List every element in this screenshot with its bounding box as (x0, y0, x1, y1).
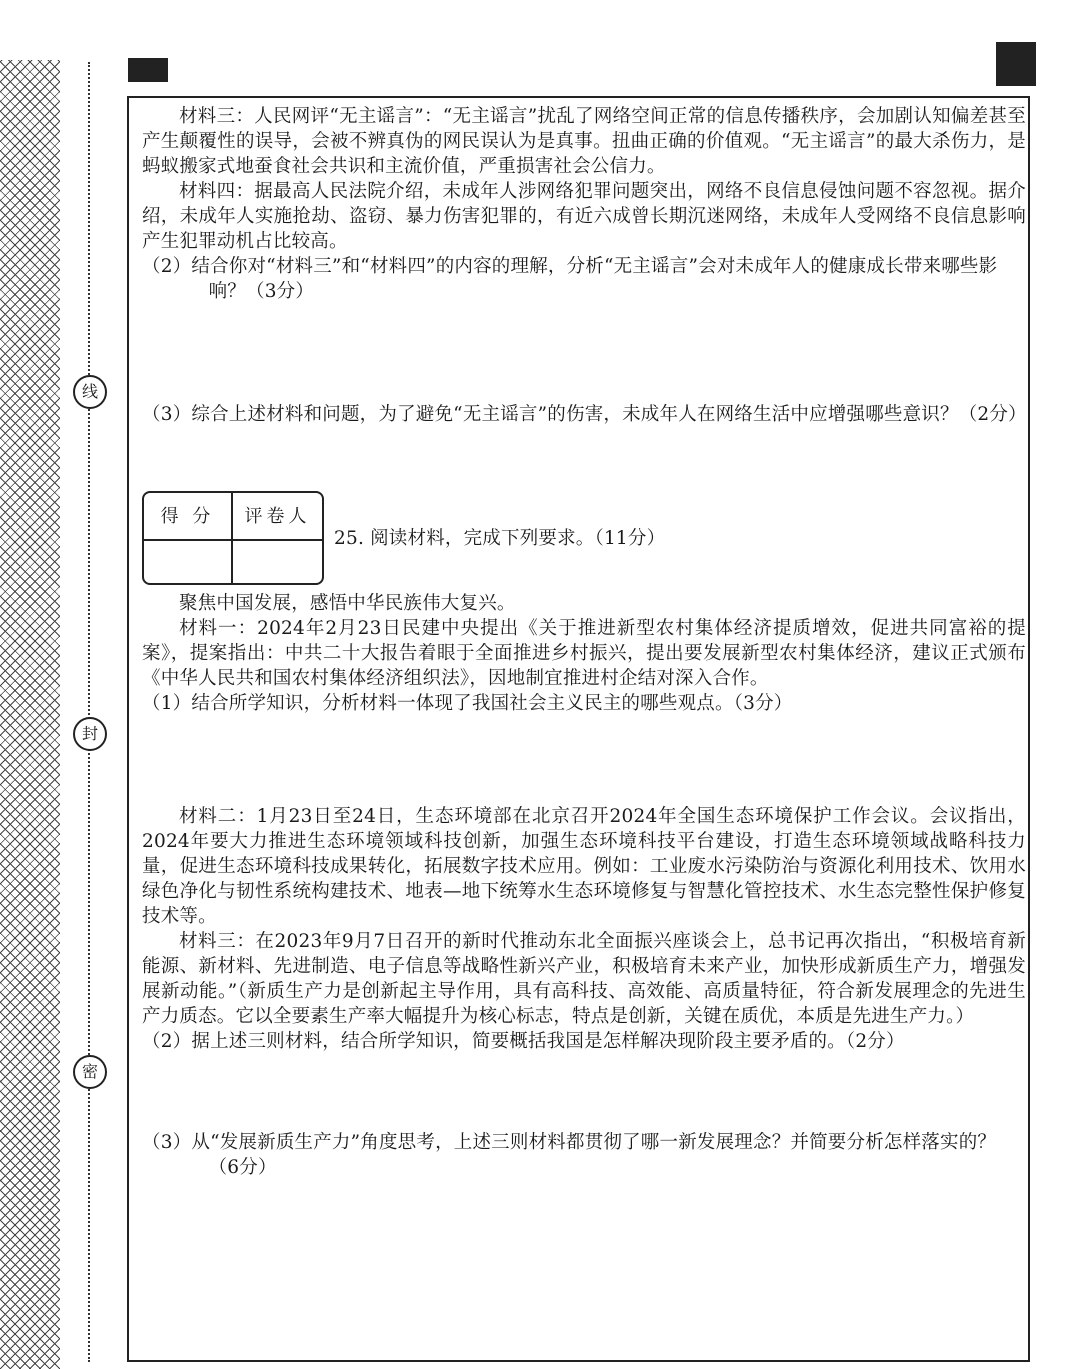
answer-space[interactable] (142, 304, 1026, 402)
q25-question-2: （2）据上述三则材料，结合所学知识，简要概括我国是怎样解决现阶段主要矛盾的。（2分） (142, 1031, 905, 1052)
answer-space[interactable] (142, 716, 1026, 804)
q25-material-2: 材料二：1月23日至24日，生态环境部在北京召开2024年全国生态环境保护工作会议。会议指出，2024年要大力推进生态环境领域科技创新，加强生态环境科技平台建设，打造生态环境领域战略科技力量，促进生态环境科技成果转化，拓展数字技术应用。例如：工业废水污染防治与资源化利用技术、饮用水绿色净化与韧性系统构建技术、地表—地下统筹水生态环境修复与智慧化管控技术、水生态完整性保护修复技术等。 (142, 806, 1026, 927)
q25-material-1: 材料一：2024年2月23日民建中央提出《关于推进新型农村集体经济提质增效，促进共同富裕的提案》，提案指出：中共二十大报告着眼于全面推进乡村振兴，提出要发展新型农村集体经济，建议正式颁布《中华人民共和国农村集体经济组织法》，因地制宜推进村企结对深入合作。 (142, 618, 1026, 689)
q25-material-3: 材料三：在2023年9月7日召开的新时代推动东北全面振兴座谈会上，总书记再次指出，“积极培育新能源、新材料、先进制造、电子信息等战略性新兴产业，积极培育未来产业，加快形成新质生产力，增强发展新动能。”（新质生产力是创新起主导作用，具有高科技、高效能、高质量特征，符合新发展理念的先进生产力质态。它以全要素生产率大幅提升为核心标志，特点是创新，关键在质优，本质是先进生产力。） (142, 931, 1026, 1027)
q24-material-4: 材料四：据最高人民法院介绍，未成年人涉网络犯罪问题突出，网络不良信息侵蚀问题不容忽视。据介绍，未成年人实施抢劫、盗窃、暴力伤害犯罪的，有近六成曾长期沉迷网络，未成年人受网络不良信息影响产生犯罪动机占比较高。 (142, 181, 1026, 252)
grader-label: 评卷人 (233, 493, 322, 541)
q25-intro: 聚焦中国发展，感悟中华民族伟大复兴。 (179, 593, 516, 614)
grader-cell[interactable] (233, 541, 322, 583)
registration-mark-left (128, 58, 168, 82)
q24-question-3: （3）综合上述材料和问题，为了避免“无主谣言”的伤害，未成年人在网络生活中应增强哪些意识？（2分） (142, 404, 1027, 425)
q25-title: 25. 阅读材料，完成下列要求。（11分） (334, 527, 666, 549)
answer-space[interactable] (142, 427, 1026, 491)
q24-question-2: （2）结合你对“材料三”和“材料四”的内容的理解，分析“无主谣言”会对未成年人的健康成长带来哪些影响？（3分） (142, 256, 998, 302)
score-cell[interactable] (144, 541, 233, 583)
q25-question-3: （3）从“发展新质生产力”角度思考，上述三则材料都贯彻了哪一新发展理念？并简要分析怎样落实的？（6分） (142, 1132, 997, 1178)
answer-space[interactable] (142, 1054, 1026, 1130)
q25-question-1: （1）结合所学知识，分析材料一体现了我国社会主义民主的哪些观点。（3分） (142, 693, 793, 714)
score-box (142, 491, 324, 585)
seal-mi: 密 (73, 1055, 107, 1089)
q25-header (142, 491, 1026, 585)
binding-pattern-strip (0, 60, 60, 1369)
q24-material-3: 材料三：人民网评“无主谣言”：“无主谣言”扰乱了网络空间正常的信息传播秩序，会加剧认知偏差甚至产生颠覆性的误导，会被不辨真伪的网民误认为是真事。扭曲正确的价值观。“无主谣言”的最大杀伤力，是蚂蚁搬家式地蚕食社会共识和主流价值，严重损害社会公信力。 (142, 106, 1026, 177)
registration-mark-right (996, 42, 1036, 86)
seal-feng: 封 (73, 717, 107, 751)
exam-content (142, 104, 1026, 1180)
binding-dotted-line (88, 62, 90, 1362)
seal-xian: 线 (73, 375, 107, 409)
score-label: 得 分 (144, 493, 233, 541)
